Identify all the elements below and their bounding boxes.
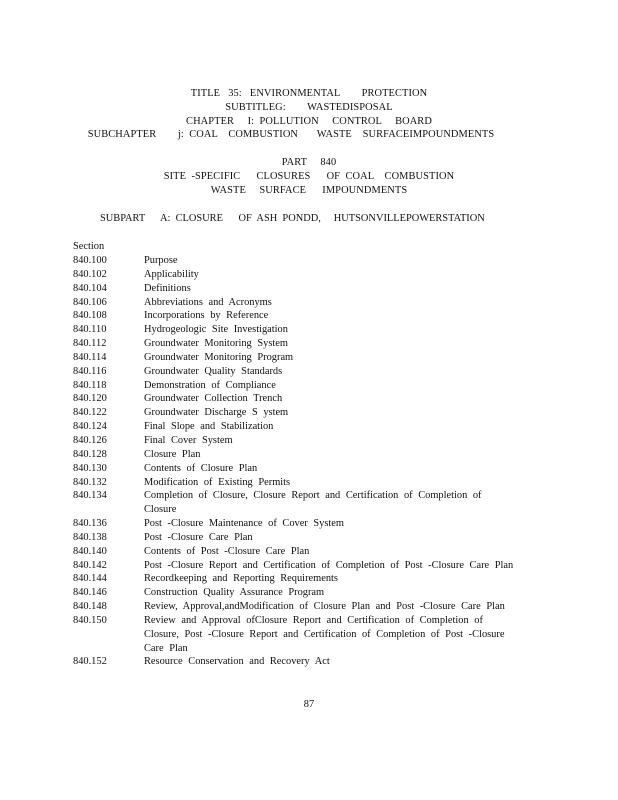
section-list: [73, 254, 553, 669]
section-title: Purpose: [144, 255, 178, 266]
section-row: [73, 296, 553, 310]
section-title: Applicability: [144, 268, 199, 280]
section-row: [73, 379, 553, 393]
section-row: [73, 448, 553, 462]
section-row: [73, 655, 553, 669]
section-title: Contents of Post -Closure Care Plan: [144, 545, 310, 557]
section-row: [73, 614, 553, 656]
part-title-line-1: SITE -SPECIFIC CLOSURES OF COAL COMBUSTION: [163, 171, 455, 182]
section-number: 840.104: [73, 282, 107, 294]
section-row: [73, 462, 553, 476]
section-row: [73, 406, 553, 420]
section-title: Review, Approval,andModification of Closure Plan and Post -Closure Care Plan: [144, 601, 505, 613]
section-title: Construction Quality Assurance Program: [144, 587, 325, 599]
section-row: [73, 545, 553, 559]
section-number: 840.136: [73, 518, 107, 530]
section-row: [73, 323, 553, 337]
section-number: 840.102: [73, 268, 107, 280]
page-number: 87: [303, 699, 315, 710]
section-row: [73, 351, 553, 365]
section-number: 840.124: [73, 421, 107, 433]
section-row: [73, 268, 553, 282]
section-row: [73, 420, 553, 434]
section-number: 840.108: [73, 310, 107, 322]
section-title: Groundwater Collection Trench: [144, 393, 283, 405]
section-title: Review and Approval ofClosure Report and Certification of Completion of Closure, Post -Closure Report and Certification of Completion of Post -Closure Care Plan: [144, 614, 505, 654]
section-number: 840.132: [73, 476, 107, 488]
section-number: 840.128: [73, 448, 107, 460]
section-row: [73, 337, 553, 351]
section-title: Hydrogeologic Site Investigation: [144, 324, 288, 336]
section-row: [73, 489, 553, 517]
section-title: Groundwater Monitoring System: [144, 338, 288, 350]
section-number: 840.122: [73, 407, 107, 419]
section-number: 840.142: [73, 559, 107, 571]
section-title: Groundwater Monitoring Program: [144, 351, 294, 363]
section-number: 840.120: [73, 393, 107, 405]
subtitle-line: SUBTITLEG: WASTEDISPOSAL: [225, 102, 393, 113]
section-title: Resource Conservation and Recovery Act: [144, 656, 330, 668]
section-number: 840.140: [73, 545, 107, 557]
section-number: 840.110: [73, 324, 107, 336]
section-number: 840.150: [73, 614, 107, 626]
section-number: 840.114: [73, 351, 107, 363]
section-row: [73, 282, 553, 296]
chapter-line: CHAPTER I: POLLUTION CONTROL BOARD: [186, 116, 432, 127]
subchapter-line: SUBCHAPTER j: COAL COMBUSTION WASTE SURFACEIMPOUNDMENTS: [87, 129, 495, 140]
section-number: 840.100: [73, 255, 107, 266]
section-title: Post -Closure Report and Certification of Completion of Post -Closure Care Plan: [144, 559, 514, 571]
section-title: Completion of Closure, Closure Report and Certification of Completion of Closure: [144, 490, 482, 516]
section-title: Final Slope and Stabilization: [144, 421, 274, 433]
subpart-heading: SUBPART A: CLOSURE OF ASH PONDD, HUTSONVILLEPOWERSTATION: [100, 213, 485, 224]
section-row: [73, 254, 553, 268]
section-title: Abbreviations and Acronyms: [144, 296, 272, 308]
title-line: TITLE 35: ENVIRONMENTAL PROTECTION: [190, 88, 428, 99]
section-title: Groundwater Quality Standards: [144, 365, 283, 377]
section-row: [73, 531, 553, 545]
section-number: 840.112: [73, 338, 107, 350]
section-title: Recordkeeping and Reporting Requirements: [144, 573, 338, 585]
section-number: 840.152: [73, 656, 107, 668]
section-row: [73, 517, 553, 531]
section-number: 840.126: [73, 434, 107, 446]
section-number: 840.148: [73, 601, 107, 613]
section-number: 840.116: [73, 365, 107, 377]
section-title: Demonstration of Compliance: [144, 379, 276, 391]
section-title: Modification of Existing Permits: [144, 476, 291, 488]
section-title: Groundwater Discharge S ystem: [144, 407, 289, 419]
part-line: PART 840: [281, 157, 337, 168]
section-number: 840.118: [73, 379, 107, 391]
section-title: Final Cover System: [144, 434, 233, 446]
section-title: Definitions: [144, 282, 191, 294]
section-title: Post -Closure Care Plan: [144, 531, 253, 543]
part-title-line-2: WASTE SURFACE IMPOUNDMENTS: [210, 185, 408, 196]
section-row: [73, 586, 553, 600]
section-column-label: Section: [73, 241, 105, 252]
section-row: [73, 392, 553, 406]
section-number: 840.130: [73, 462, 107, 474]
section-row: [73, 559, 553, 573]
section-row: [73, 365, 553, 379]
section-number: 840.134: [73, 490, 107, 502]
section-title: Closure Plan: [144, 448, 201, 460]
section-number: 840.106: [73, 296, 107, 308]
section-row: [73, 600, 553, 614]
section-number: 840.146: [73, 587, 107, 599]
section-row: [73, 309, 553, 323]
section-row: [73, 434, 553, 448]
section-row: [73, 572, 553, 586]
section-title: Post -Closure Maintenance of Cover System: [144, 518, 344, 530]
section-title: Incorporations by Reference: [144, 310, 269, 322]
section-number: 840.144: [73, 573, 107, 585]
section-number: 840.138: [73, 531, 107, 543]
section-row: [73, 476, 553, 490]
section-title: Contents of Closure Plan: [144, 462, 258, 474]
